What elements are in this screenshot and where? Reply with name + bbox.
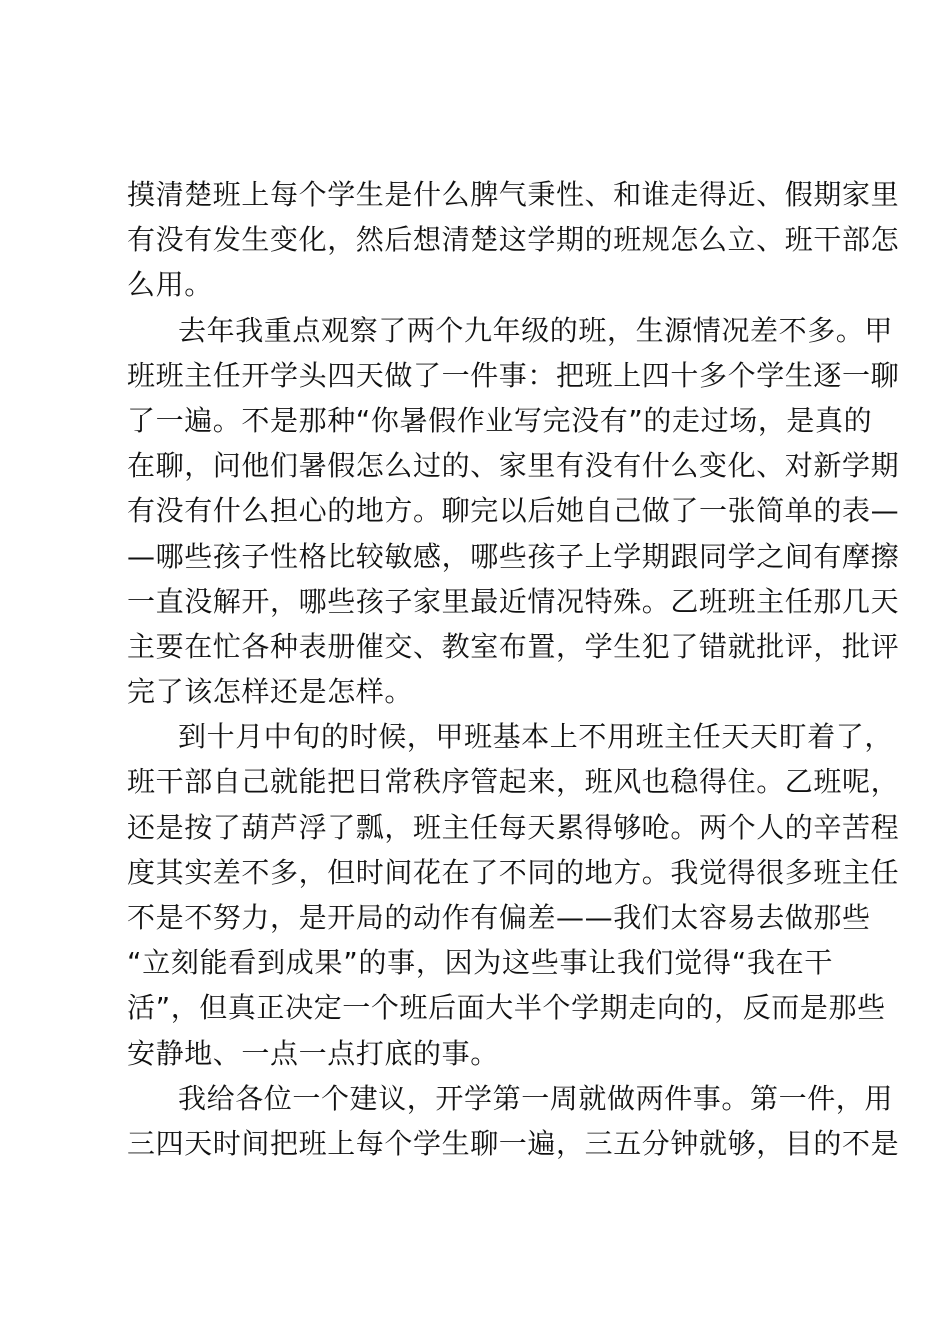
- text-line: 度其实差不多，但时间花在了不同的地方。我觉得很多班主任: [127, 855, 900, 889]
- text-line: “立刻能看到成果”的事，因为这些事让我们觉得“我在干: [127, 946, 833, 980]
- text-line: 班干部自己就能把日常秩序管起来，班风也稳得住。乙班呢，: [127, 765, 900, 799]
- text-line: 一直没解开，哪些孩子家里最近情况特殊。乙班班主任那几天: [127, 584, 900, 618]
- text-line: 有没有发生变化，然后想清楚这学期的班规怎么立、班干部怎: [127, 223, 900, 257]
- paragraph-3: [127, 714, 900, 1076]
- paragraph-2: [127, 308, 900, 715]
- paragraph-1: [127, 172, 900, 308]
- text-line: 不是不努力，是开局的动作有偏差——我们太容易去做那些: [127, 901, 871, 934]
- text-line: 完了该怎样还是怎样。: [127, 675, 414, 709]
- text-line: 活”，但真正决定一个班后面大半个学期走向的，反而是那些: [127, 991, 886, 1025]
- text-line: 三四天时间把班上每个学生聊一遍，三五分钟就够，目的不是: [127, 1126, 900, 1160]
- text-line: 了一遍。不是那种“你暑假作业写完没有”的走过场，是真的: [127, 403, 873, 437]
- text-line: 还是按了葫芦浮了瓢，班主任每天累得够呛。两个人的辛苦程: [127, 810, 900, 844]
- body-text: [127, 172, 900, 1166]
- text-line: —哪些孩子性格比较敏感，哪些孩子上学期跟同学之间有摩擦: [127, 539, 900, 573]
- text-line: 班班主任开学头四天做了一件事：把班上四十多个学生逐一聊: [127, 358, 900, 392]
- text-line: 安静地、一点一点打底的事。: [127, 1036, 499, 1070]
- text-line: 在聊，问他们暑假怎么过的、家里有没有什么变化、对新学期: [127, 449, 900, 483]
- text-line: 去年我重点观察了两个九年级的班，生源情况差不多。甲: [178, 313, 894, 347]
- text-line: 主要在忙各种表册催交、教室布置，学生犯了错就批评，批评: [127, 629, 900, 663]
- text-line: 到十月中旬的时候，甲班基本上不用班主任天天盯着了，: [178, 720, 894, 754]
- text-line: 么用。: [127, 268, 213, 302]
- paragraph-4: [127, 1076, 900, 1166]
- text-line: 有没有什么担心的地方。聊完以后她自己做了一张简单的表—: [127, 494, 900, 528]
- text-line: 摸清楚班上每个学生是什么脾气秉性、和谁走得近、假期家里: [127, 178, 900, 211]
- text-line: 我给各位一个建议，开学第一周就做两件事。第一件，用: [178, 1081, 894, 1115]
